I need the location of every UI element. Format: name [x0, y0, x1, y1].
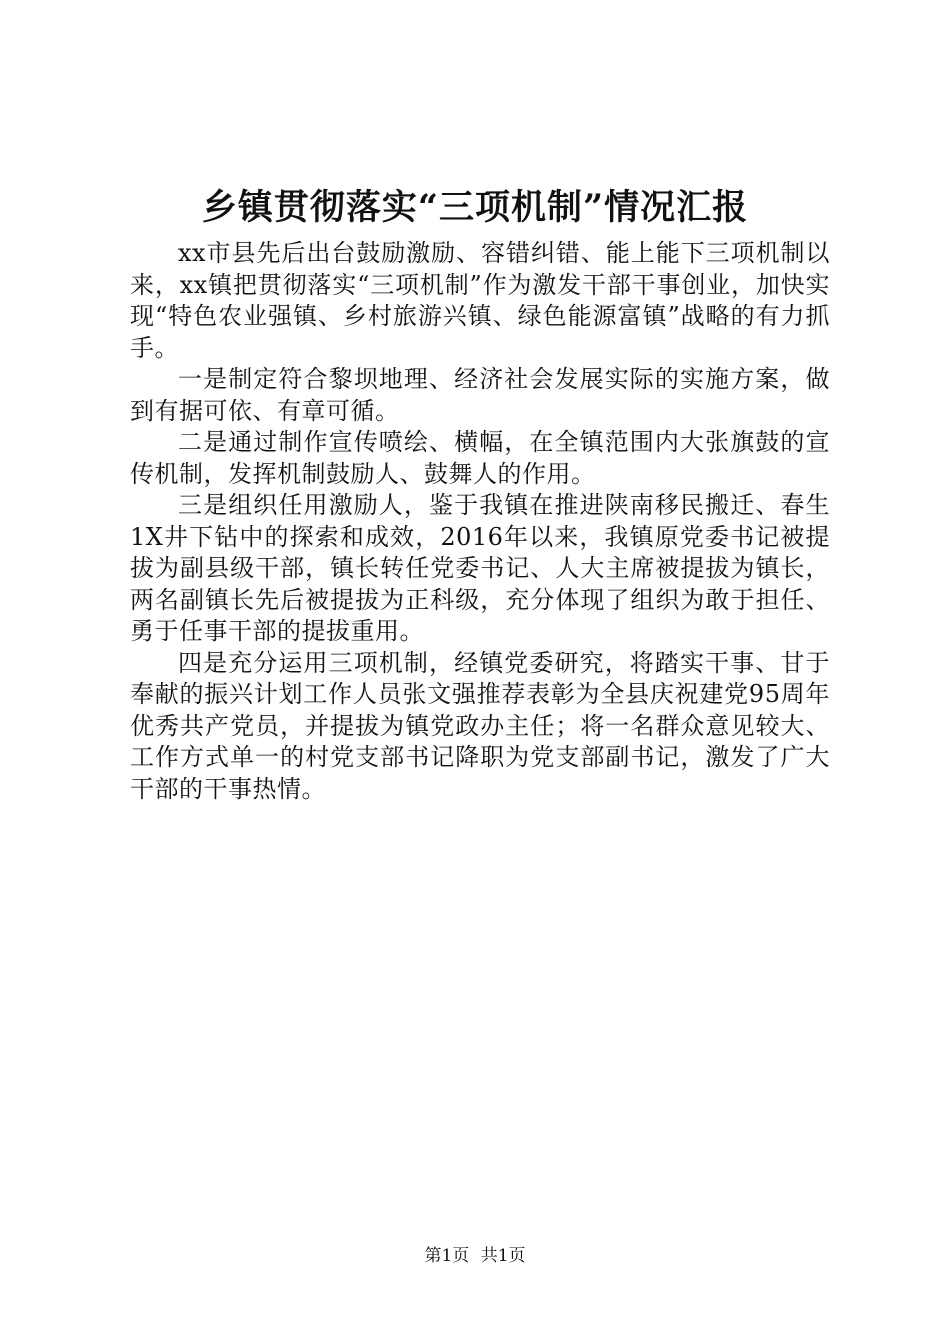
document-title: 乡镇贯彻落实“三项机制”情况汇报	[201, 187, 749, 228]
document-body	[130, 238, 830, 805]
page-number-current: 第1页	[424, 1246, 470, 1266]
paragraph-point-1: 一是制定符合黎坝地理、经济社会发展实际的实施方案，做到有据可依、有章可循。	[130, 365, 830, 425]
page-footer	[0, 1244, 950, 1268]
page-number-total: 共1页	[480, 1246, 526, 1266]
paragraph-intro: xx市县先后出台鼓励激励、容错纠错、能上能下三项机制以来，xx镇把贯彻落实“三项机制”作为激发干部干事创业，加快实现“特色农业强镇、乡村旅游兴镇、绿色能源富镇”战略的有力抓手。	[130, 239, 830, 362]
paragraph-point-4: 四是充分运用三项机制，经镇党委研究，将踏实干事、甘于奉献的振兴计划工作人员张文强推荐表彰为全县庆祝建党95周年优秀共产党员，并提拔为镇党政办主任；将一名群众意见较大、工作方式单一的村党支部书记降职为党支部副书记，激发了广大干部的干事热情。	[130, 648, 830, 803]
paragraph-point-2: 二是通过制作宣传喷绘、横幅，在全镇范围内大张旗鼓的宣传机制，发挥机制鼓励人、鼓舞人的作用。	[130, 428, 830, 488]
paragraph-point-3: 三是组织任用激励人，鉴于我镇在推进陕南移民搬迁、春生1X井下钻中的探索和成效，2016年以来，我镇原党委书记被提拔为副县级干部，镇长转任党委书记、人大主席被提拔为镇长，两名副镇长先后被提拔为正科级，充分体现了组织为敢于担任、勇于任事干部的提拔重用。	[130, 491, 830, 645]
